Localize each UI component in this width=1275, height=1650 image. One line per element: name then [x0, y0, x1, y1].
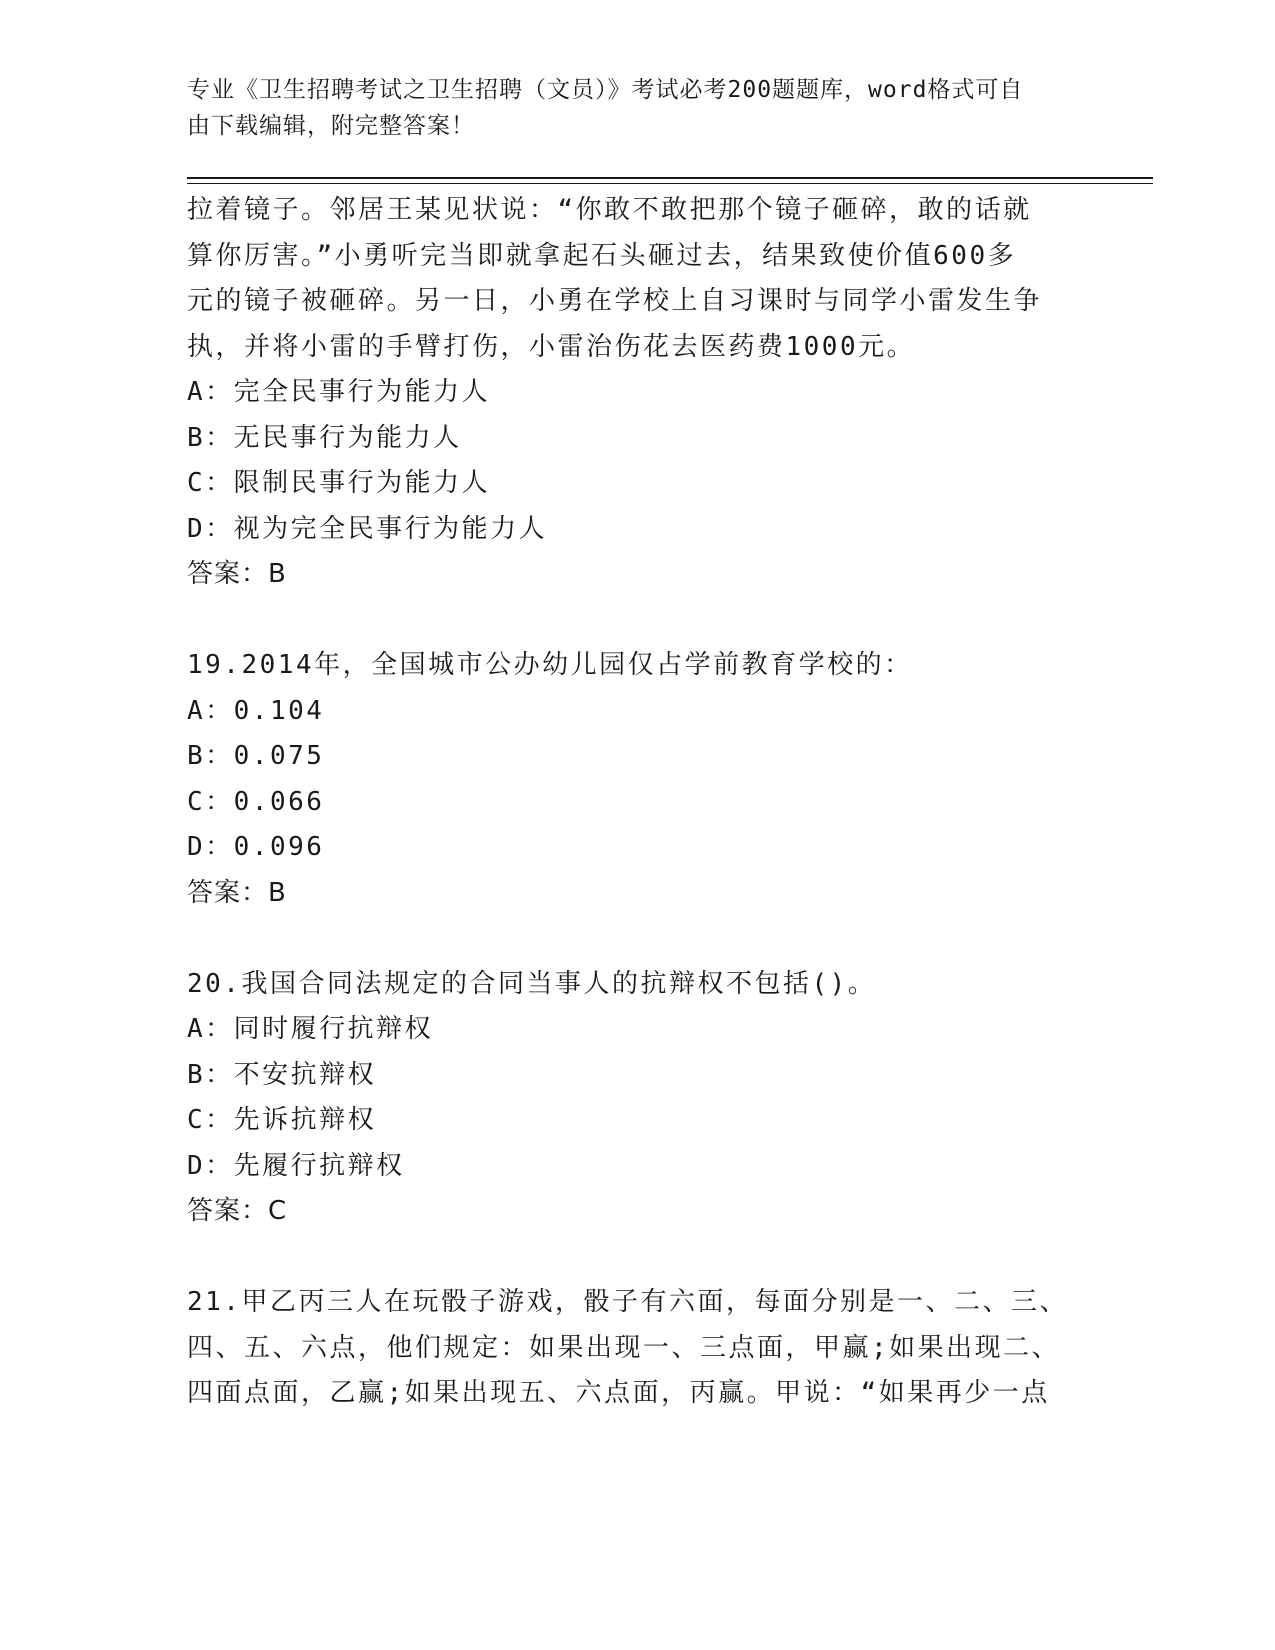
spacer: [187, 1235, 1077, 1281]
document-body: [187, 188, 1077, 1417]
question-text-line: 执，并将小雷的手臂打伤，小雷治伤花去医药费1000元。: [187, 331, 916, 362]
option-d: D：0.096: [187, 832, 325, 862]
option-b: B：0.075: [187, 741, 325, 771]
question-text-line: 21.甲乙丙三人在玩骰子游戏，骰子有六面，每面分别是一、二、三、: [187, 1287, 1068, 1317]
spacer: [187, 598, 1077, 644]
answer-line: 答案：C: [187, 1196, 288, 1226]
question-20: [187, 962, 1077, 1235]
option-b: B：不安抗辩权: [187, 1059, 377, 1090]
question-text-line: 算你厉害。”小勇听完当即就拿起石头砸过去，结果致使价值600多: [187, 240, 1017, 271]
question-stem: 19.2014年，全国城市公办幼儿园仅占学前教育学校的：: [187, 650, 913, 680]
question-21: [187, 1280, 1077, 1417]
option-c: C：先诉抗辩权: [187, 1105, 377, 1135]
option-d: D：视为完全民事行为能力人: [187, 513, 548, 544]
question-text-line: 拉着镜子。邻居王某见状说：“你敢不敢把那个镜子砸碎，敢的话就: [187, 195, 1032, 225]
header-divider-thin: [187, 183, 1153, 184]
option-b: B：无民事行为能力人: [187, 422, 462, 453]
question-18-continuation: [187, 188, 1077, 598]
answer-line: 答案：B: [187, 559, 287, 589]
option-a: A：完全民事行为能力人: [187, 377, 491, 407]
option-c: C：限制民事行为能力人: [187, 468, 491, 498]
spacer: [187, 916, 1077, 962]
option-a: A：同时履行抗辩权: [187, 1014, 434, 1044]
header-line-2: 由下载编辑，附完整答案！: [187, 113, 475, 139]
question-text-line: 元的镜子被砸碎。另一日，小勇在学校上自习课时与同学小雷发生争: [187, 286, 1043, 316]
option-c: C：0.066: [187, 786, 325, 817]
option-d: D：先履行抗辩权: [187, 1150, 405, 1181]
document-header: [187, 72, 1067, 144]
header-line-1: 专业《卫生招聘考试之卫生招聘（文员）》考试必考200题题库，word格式可自: [187, 77, 1024, 103]
question-text-line: 四面点面，乙赢;如果出现五、六点面，丙赢。甲说：“如果再少一点: [187, 1378, 1050, 1408]
header-divider-thick: [187, 177, 1153, 179]
question-text-line: 四、五、六点，他们规定：如果出现一、三点面，甲赢;如果出现二、: [187, 1332, 1061, 1363]
option-a: A：0.104: [187, 695, 325, 726]
answer-line: 答案：B: [187, 877, 287, 908]
question-19: [187, 643, 1077, 916]
question-stem: 20.我国合同法规定的合同当事人的抗辩权不包括()。: [187, 968, 877, 999]
